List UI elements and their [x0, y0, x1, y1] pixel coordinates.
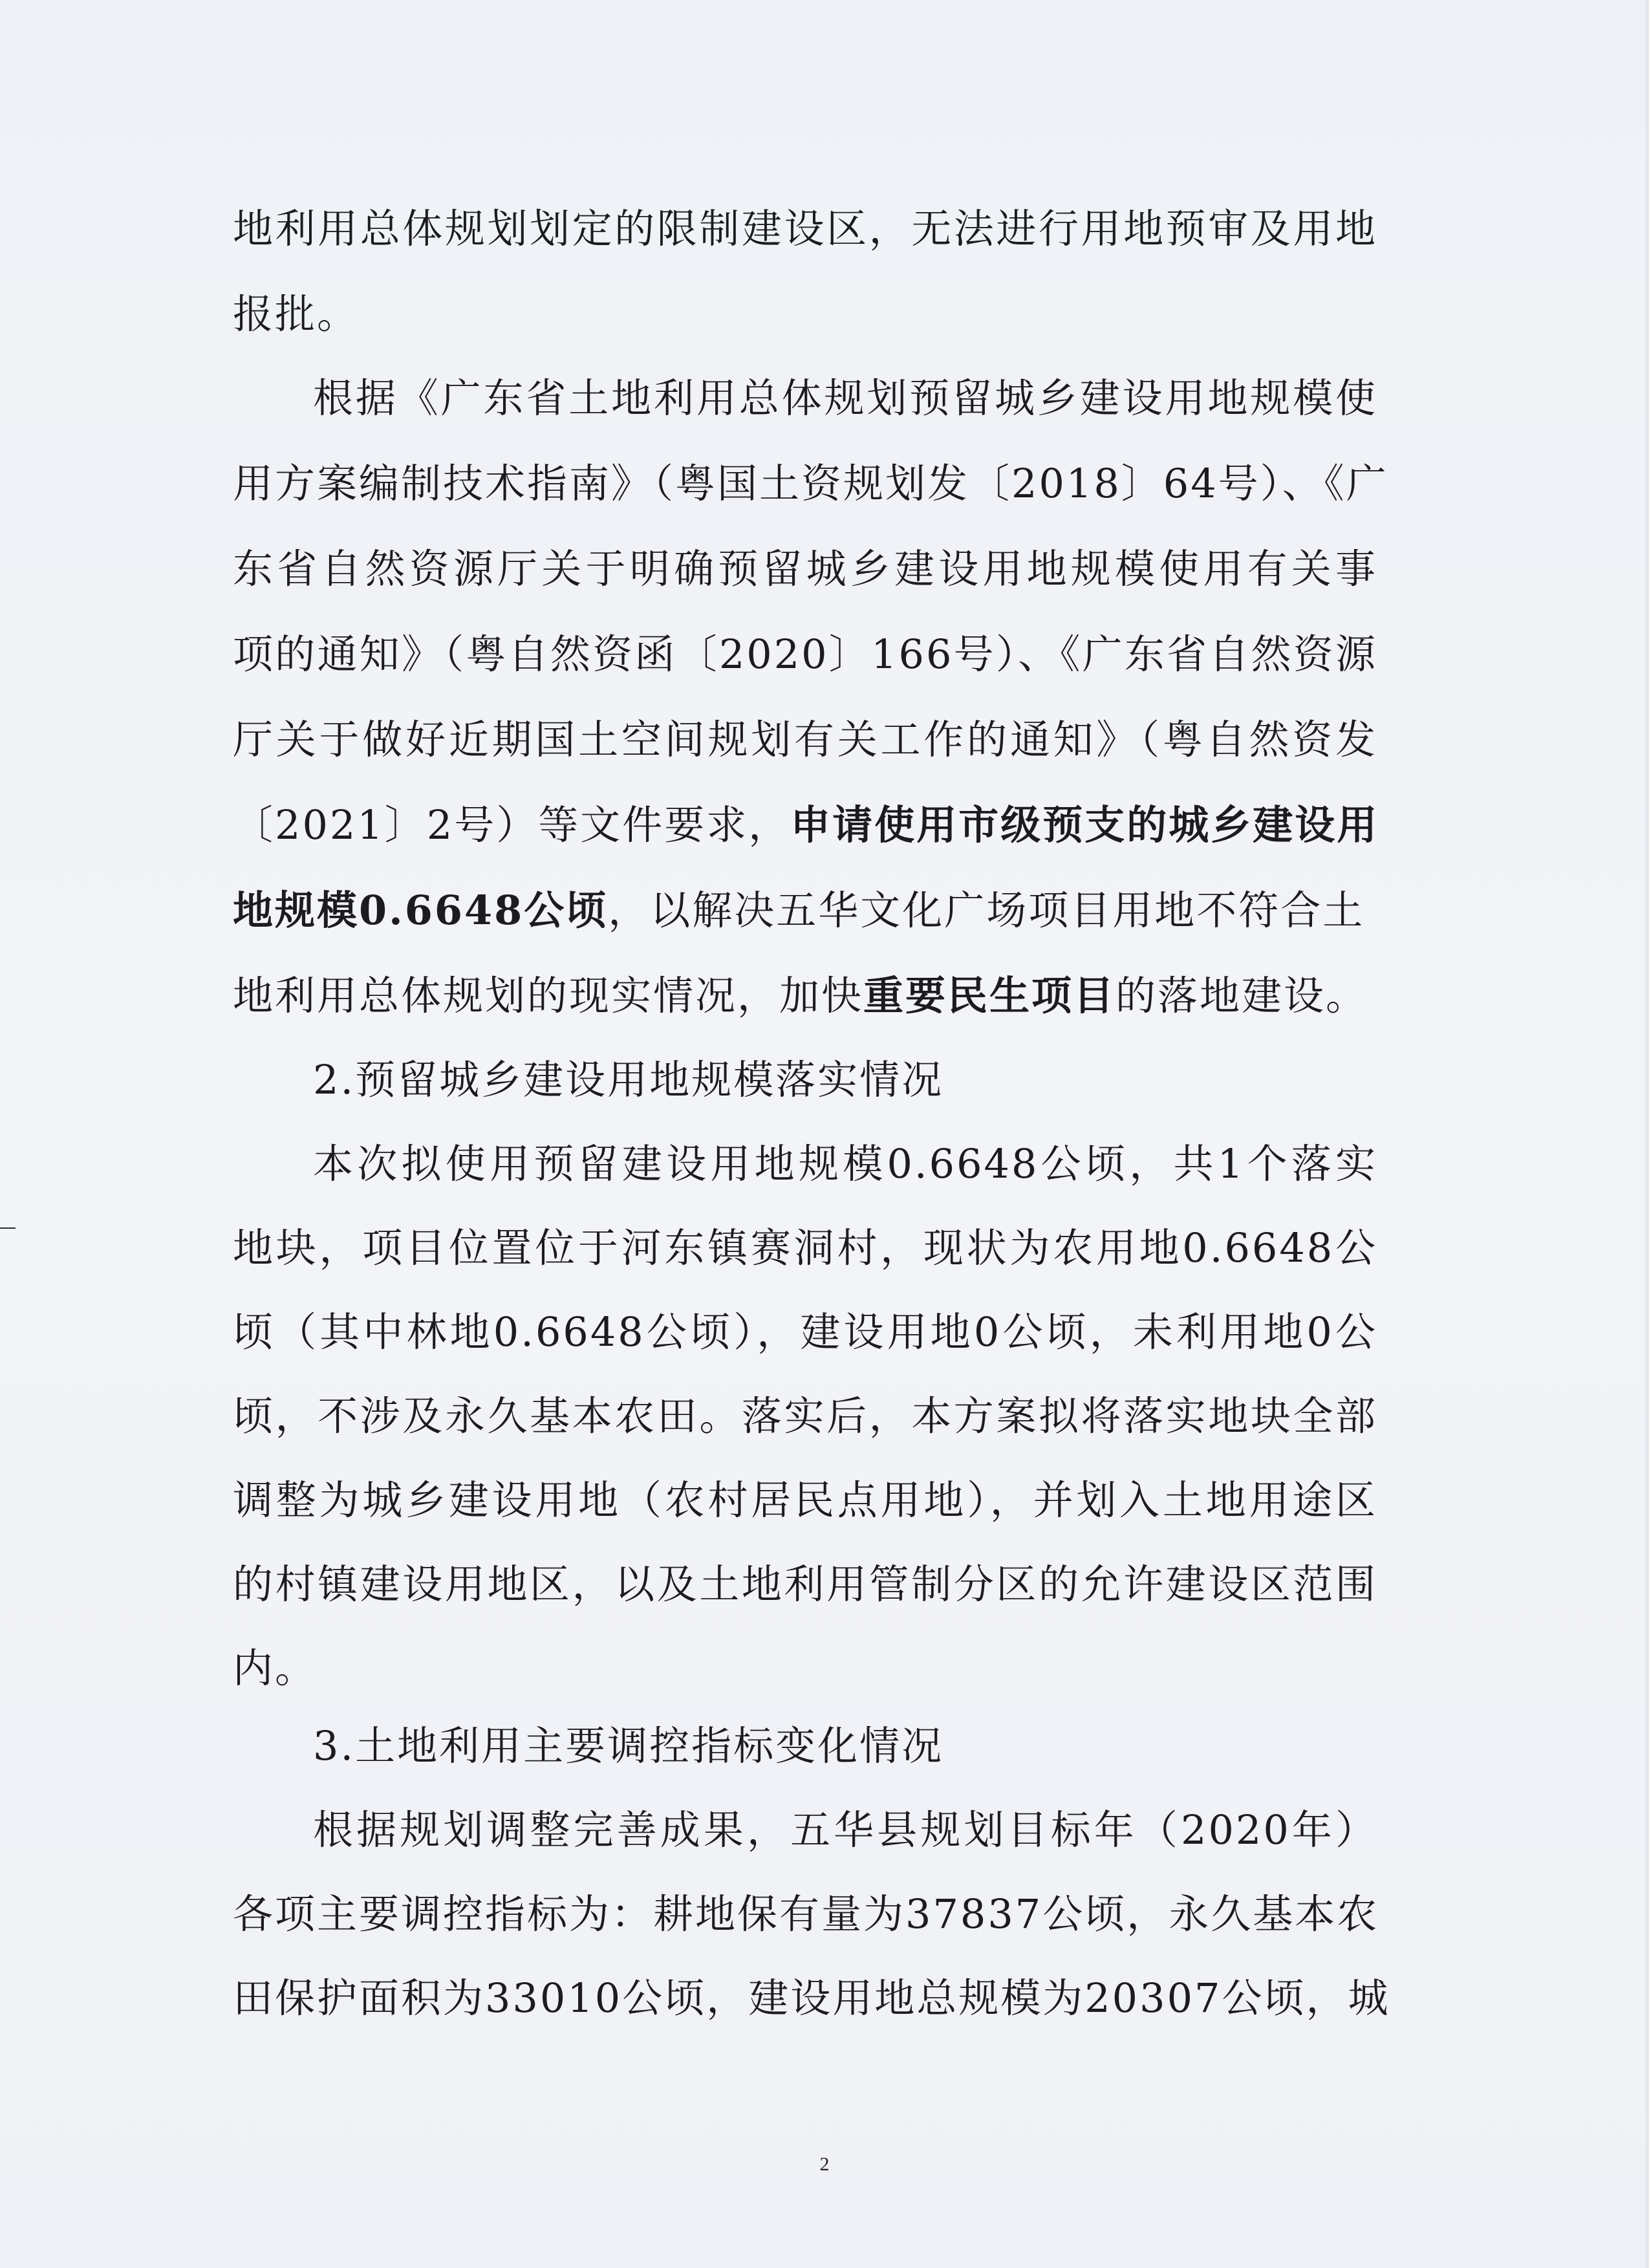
text-line-6: 项的通知》（粤自然资函〔2020〕166号）、《广东省自然资源 — [233, 631, 1377, 678]
page-edge — [1645, 0, 1649, 2268]
text-line-5: 东省自然资源厅关于明确预留城乡建设用地规模使用有关事 — [233, 545, 1377, 592]
margin-tick-mark — [0, 1227, 16, 1229]
text-line-9-plain: ，以解决五华文化广场项目用地不符合土 — [608, 887, 1365, 934]
text-line-12: 本次拟使用预留建设用地规模0.6648公顷，共1个落实 — [313, 1140, 1377, 1187]
text-line-4: 用方案编制技术指南》（粤国土资规划发〔2018〕64号）、《广 — [233, 460, 1388, 507]
text-line-22: 田保护面积为33010公顷，建设用地总规模为20307公顷，城 — [233, 1974, 1390, 2022]
text-line-20: 根据规划调整完善成果，五华县规划目标年（2020年） — [313, 1806, 1377, 1853]
text-line-8 — [233, 802, 1379, 848]
text-line-21: 各项主要调控指标为：耕地保有量为37837公顷，永久基本农 — [233, 1890, 1379, 1938]
text-line-9-bold: 地规模0.6648公顷 — [233, 887, 609, 934]
section-heading-2: 2.预留城乡建设用地规模落实情况 — [313, 1056, 944, 1103]
text-line-3: 根据《广东省土地利用总体规划预留城乡建设用地规模使 — [313, 374, 1377, 422]
text-line-2: 报批。 — [233, 290, 360, 338]
page-number: 2 — [819, 2154, 830, 2175]
text-line-15: 顷，不涉及永久基本农田。落实后，本方案拟将落实地块全部 — [233, 1392, 1377, 1440]
text-line-10-plain-b: 的落地建设。 — [1116, 972, 1368, 1019]
text-line-9 — [233, 887, 1364, 934]
text-line-8-plain: 〔2021〕2号）等文件要求， — [233, 801, 791, 848]
text-line-18: 内。 — [233, 1645, 318, 1692]
text-line-10 — [233, 973, 1368, 1019]
text-line-7: 厅关于做好近期国土空间规划有关工作的通知》（粤自然资发 — [233, 716, 1377, 763]
text-line-8-bold: 申请使用市级预支的城乡建设用 — [790, 801, 1379, 848]
text-line-10-bold: 重要民生项目 — [863, 972, 1116, 1019]
text-line-1: 地利用总体规划划定的限制建设区，无法进行用地预审及用地 — [233, 205, 1377, 252]
text-line-13: 地块，项目位置位于河东镇赛洞村，现状为农用地0.6648公 — [233, 1224, 1377, 1271]
text-line-17: 的村镇建设用地区，以及土地利用管制分区的允许建设区范围 — [233, 1561, 1377, 1608]
text-line-14: 顷（其中林地0.6648公顷），建设用地0公顷，未利用地0公 — [233, 1308, 1377, 1355]
text-line-10-plain-a: 地利用总体规划的现实情况，加快 — [233, 972, 864, 1019]
section-heading-3: 3.土地利用主要调控指标变化情况 — [313, 1722, 944, 1769]
text-line-16: 调整为城乡建设用地（农村居民点用地），并划入土地用途区 — [233, 1476, 1377, 1524]
